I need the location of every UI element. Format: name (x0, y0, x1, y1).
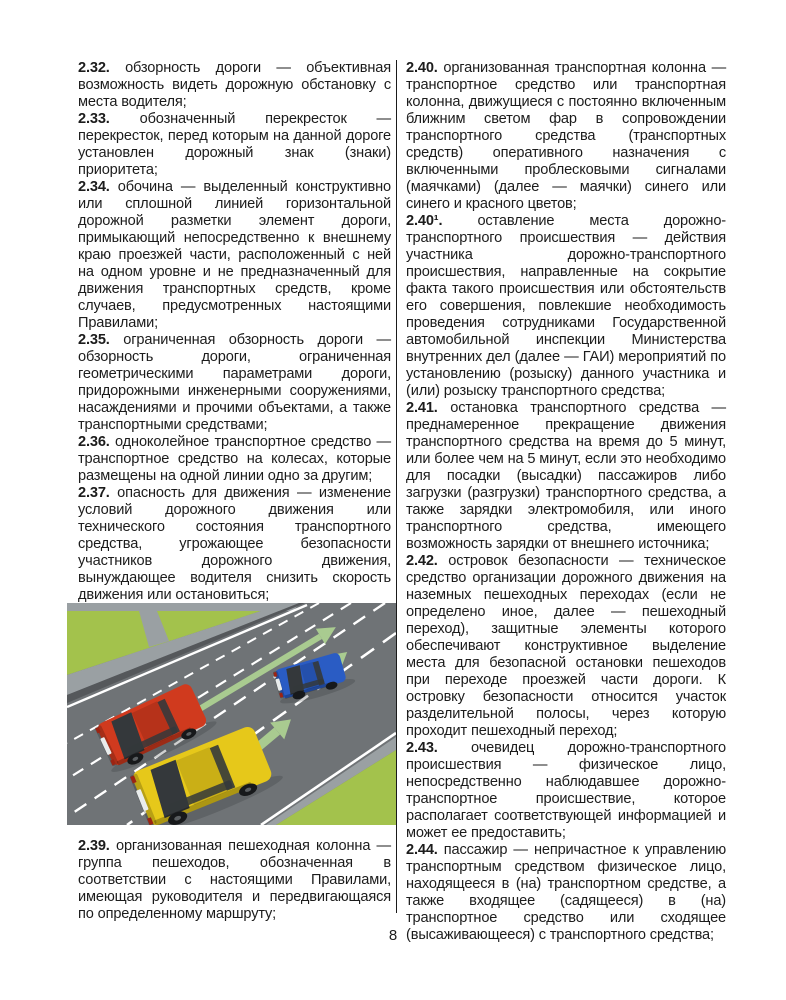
definition-text: организованная транспортная колонна — транспортное средство или транспортная колонна, движущиеся с постоянно включенным ближним светом фар в сопровождении транспортного средства (транспортных средств) оперативного назначения с включенными проблесковыми сигналами (маячками) (далее — маячки) синего или синего и красного цветов; (406, 60, 727, 212)
definition-number: 2.41. (406, 400, 438, 416)
definition-2-40-1 (406, 213, 726, 400)
column-divider (396, 60, 397, 913)
road-illustration (67, 603, 396, 825)
definition-text: одноколейное транспортное средство — транспортное средство на колесах, которые размещены на одной линии одно за другим; (78, 434, 391, 484)
definition-text: ограниченная обзорность дороги — обзорность дороги, ограниченная геометрическими параметрами дороги, придорожными инженерными сооружениями, насаждениями и прочими объектами, а также транспортными средствами; (78, 332, 392, 433)
road-scene (67, 603, 396, 825)
definition-number: 2.37. (78, 485, 110, 501)
page-number: 8 (388, 927, 398, 944)
definition-text: остановка транспортного средства — преднамеренное прекращение движения транспортного средства на время до 5 минут, или более чем на 5 минут, если это необходимо для посадки (высадки) пассажиров либо загрузки (разгрузки) транспортного средства, а также зарядки электромобиля, или иного транспортного средства, имеющего возможность зарядки от внешнего источника; (406, 400, 726, 552)
definition-number: 2.39. (78, 838, 110, 854)
definition-2-35 (78, 332, 391, 434)
left-column (78, 60, 391, 672)
definition-number: 2.42. (406, 553, 438, 569)
definition-text: оставление места дорожно-транспортного происшествия — действия участника дорожно-транспортного происшествия, направленные на сокрытие факта такого происшествия или обстоятельств его совершения, повлекшие необходимость проведения сотрудниками Государственной автомобильной инспекции Министерства внутренних дел (далее — ГАИ) мероприятий по установлению (розыску) данного участника и (или) розыску транспортного средства; (406, 213, 727, 399)
definition-2-40 (406, 60, 726, 213)
definition-2-42 (406, 553, 726, 740)
definition-number: 2.40. (406, 60, 438, 76)
definition-2-39 (78, 838, 391, 923)
definition-2-36 (78, 434, 391, 485)
definition-2-34 (78, 179, 391, 332)
definition-number: 2.32. (78, 60, 110, 76)
definition-text: очевидец дорожно-транспортного происшествия — физическое лицо, непосредственно наблюдавшее дорожно-транспортное происшествие, которое располагает соответствующей информацией и может ее предоставить; (406, 740, 726, 841)
definition-number: 2.43. (406, 740, 438, 756)
definition-text: опасность для движения — изменение условий дорожного движения или технического состояния транспортного средства, угрожающее безопасности участников дорожного движения, вынуждающее водителя снизить скорость движения или остановиться; (78, 485, 392, 603)
definition-number: 2.35. (78, 332, 110, 348)
definition-text: обозначенный перекресток — перекресток, перед которым на данной дороге установлен дорожный знак (знаки) приоритета; (78, 111, 392, 178)
right-column (406, 60, 726, 944)
definition-text: обочина — выделенный конструктивно или сплошной линией горизонтальной дорожной разметки элемент дороги, примыкающий непосредственно к внешнему краю проезжей части, расположенный с ней на одном уровне и не предназначенный для движения транспортных средств, кроме случаев, предусмотренных настоящими Правилами; (78, 179, 391, 331)
definition-2-41 (406, 400, 726, 553)
left-column-continued (78, 838, 391, 923)
definition-text: островок безопасности — техническое средство организации дорожного движения на наземных пешеходных переходах (если не определено иное, далее — пешеходный переход), защитные элементы которого обеспечивают конструктивное выделение места для безопасной остановки пешеходов при переходе проезжей части дороги. К островку безопасности относится участок разделительной полосы, через которую проходит пешеходный переход; (406, 553, 726, 739)
definition-number: 2.40¹. (406, 213, 443, 229)
definition-number: 2.33. (78, 111, 110, 127)
definition-text: организованная пешеходная колонна — группа пешеходов, обозначенная в соответствии с настоящими Правилами, имеющая руководителя и передвигающаяся по определенному маршруту; (78, 838, 392, 922)
definition-number: 2.34. (78, 179, 110, 195)
definition-2-43 (406, 740, 726, 842)
definition-2-33 (78, 111, 391, 179)
definition-text: пассажир — непричастное к управлению транспортным средством физическое лицо, находящееся в (на) транспортном средстве, а также входящее (садящееся) в (на) транспортное средство или сходящее (высаживающееся) с транспортного средства; (406, 842, 726, 943)
definition-number: 2.44. (406, 842, 438, 858)
definition-2-32 (78, 60, 391, 111)
definition-2-37 (78, 485, 391, 604)
definition-text: обзорность дороги — объективная возможность видеть дорожную обстановку с места водителя; (78, 60, 391, 110)
definition-number: 2.36. (78, 434, 110, 450)
